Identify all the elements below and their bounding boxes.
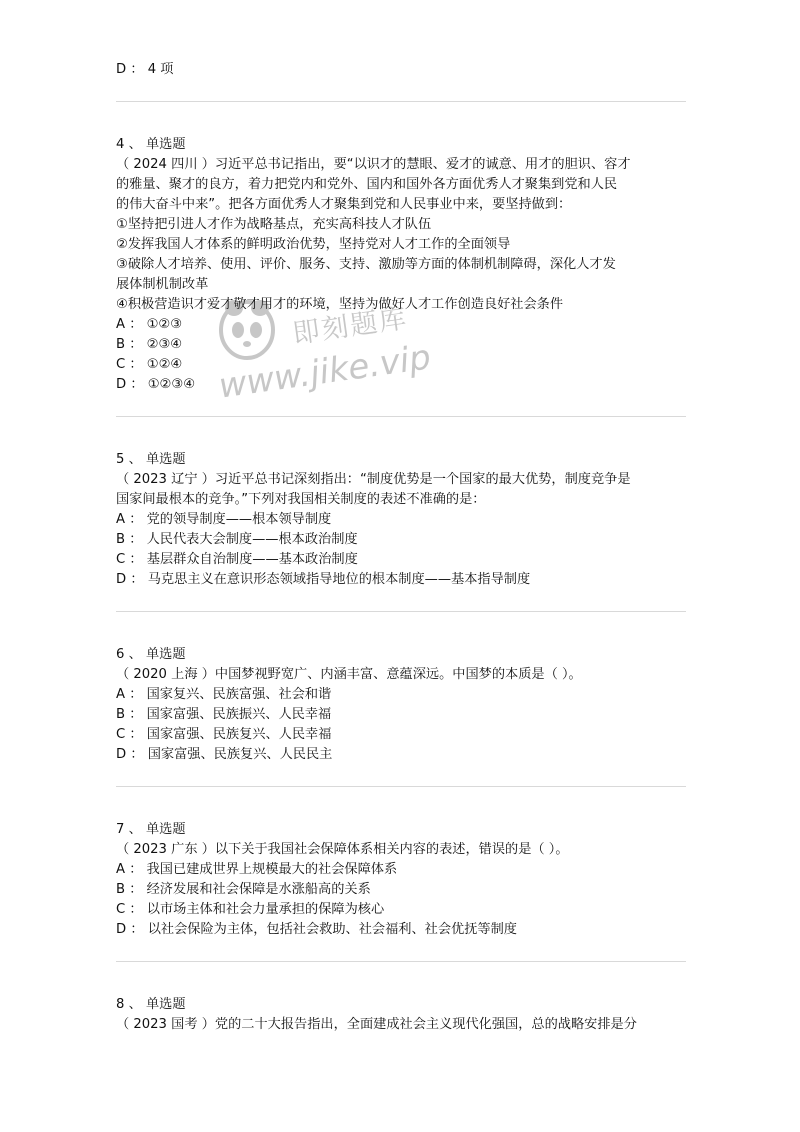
q6-option-d[interactable]: D ： 国家富强、民族复兴、人民民主 [116, 747, 333, 762]
q7-option-d[interactable]: D ： 以社会保险为主体，包括社会救助、社会福利、社会优抚等制度 [116, 922, 517, 937]
q5-option-a[interactable]: A ： 党的领导制度——根本领导制度 [116, 512, 332, 527]
q5-stem-line: （ 2023 辽宁 ）习近平总书记深刻指出：“制度优势是一个国家的最大优势，制度竞争是 [116, 472, 631, 487]
q4-stem-line: ①坚持把引进人才作为战略基点，充实高科技人才队伍 [116, 217, 432, 232]
q6-stem-line: （ 2020 上海 ）中国梦视野宽广、内涵丰富、意蕴深远。中国梦的本质是（ ）。 [116, 667, 582, 682]
q7-options [116, 860, 686, 940]
q4-options [116, 315, 686, 395]
q6-stem [116, 665, 686, 685]
q4-stem [116, 155, 686, 315]
q8-header: 8 、 单选题 [116, 997, 186, 1012]
q7-option-a[interactable]: A ： 我国已建成世界上规模最大的社会保障体系 [116, 862, 398, 877]
q5-option-b[interactable]: B ： 人民代表大会制度——根本政治制度 [116, 532, 358, 547]
q6-options [116, 685, 686, 765]
watermark-url: www.jike.vip [216, 337, 434, 407]
q7-option-b[interactable]: B ： 经济发展和社会保障是水涨船高的关系 [116, 882, 371, 897]
q3-option-d[interactable]: D ： 4 项 [116, 62, 174, 77]
q4-stem-line: （ 2024 四川 ）习近平总书记指出，要“以识才的慧眼、爱才的诚意、用才的胆识、容才 [116, 157, 631, 172]
divider [116, 416, 686, 417]
q5-header: 5 、 单选题 [116, 452, 186, 467]
q8-stem [116, 1015, 686, 1035]
q6-option-c[interactable]: C ： 国家富强、民族复兴、人民幸福 [116, 727, 332, 742]
q7-stem [116, 840, 686, 860]
divider [116, 101, 686, 102]
q7-stem-line: （ 2023 广东 ）以下关于我国社会保障体系相关内容的表述，错误的是（ ）。 [116, 842, 569, 857]
divider [116, 961, 686, 962]
question-list [116, 60, 686, 1035]
q4-stem-line: ④积极营造识才爱才敬才用才的环境，坚持为做好人才工作创造良好社会条件 [116, 297, 564, 312]
q4-option-a[interactable]: A ： ①②③ [116, 317, 183, 332]
q6-header: 6 、 单选题 [116, 647, 186, 662]
q5-options [116, 510, 686, 590]
q4-stem-line: 展体制机制改革 [116, 277, 209, 292]
q4-option-b[interactable]: B ： ②③④ [116, 337, 183, 352]
q4-option-d[interactable]: D ： ①②③④ [116, 377, 196, 392]
q5-stem-line: 国家间最根本的竞争。”下列对我国相关制度的表述不准确的是： [116, 492, 486, 507]
divider [116, 786, 686, 787]
q4-option-c[interactable]: C ： ①②④ [116, 357, 183, 372]
q5-option-d[interactable]: D ： 马克思主义在意识形态领域指导地位的根本制度——基本指导制度 [116, 572, 531, 587]
divider [116, 611, 686, 612]
q7-header: 7 、 单选题 [116, 822, 186, 837]
q6-option-b[interactable]: B ： 国家富强、民族振兴、人民幸福 [116, 707, 332, 722]
q4-stem-line: ②发挥我国人才体系的鲜明政治优势，坚持党对人才工作的全面领导 [116, 237, 511, 252]
q4-stem-line: 的雅量、聚才的良方，着力把党内和党外、国内和国外各方面优秀人才聚集到党和人民 [116, 177, 618, 192]
q5-option-c[interactable]: C ： 基层群众自治制度——基本政治制度 [116, 552, 358, 567]
q4-stem-line: 的伟大奋斗中来”。把各方面优秀人才聚集到党和人民事业中来，要坚持做到： [116, 197, 572, 212]
q6-option-a[interactable]: A ： 国家复兴、民族富强、社会和谐 [116, 687, 332, 702]
q4-stem-line: ③破除人才培养、使用、评价、服务、支持、激励等方面的体制机制障碍，深化人才发 [116, 257, 616, 272]
q4-header: 4 、 单选题 [116, 137, 186, 152]
watermark-brand: 即刻题库 [290, 303, 411, 350]
q5-stem [116, 470, 686, 510]
q8-stem-line: （ 2023 国考 ）党的二十大报告指出，全面建成社会主义现代化强国，总的战略安排是分 [116, 1017, 637, 1032]
q7-option-c[interactable]: C ： 以市场主体和社会力量承担的保障为核心 [116, 902, 385, 917]
